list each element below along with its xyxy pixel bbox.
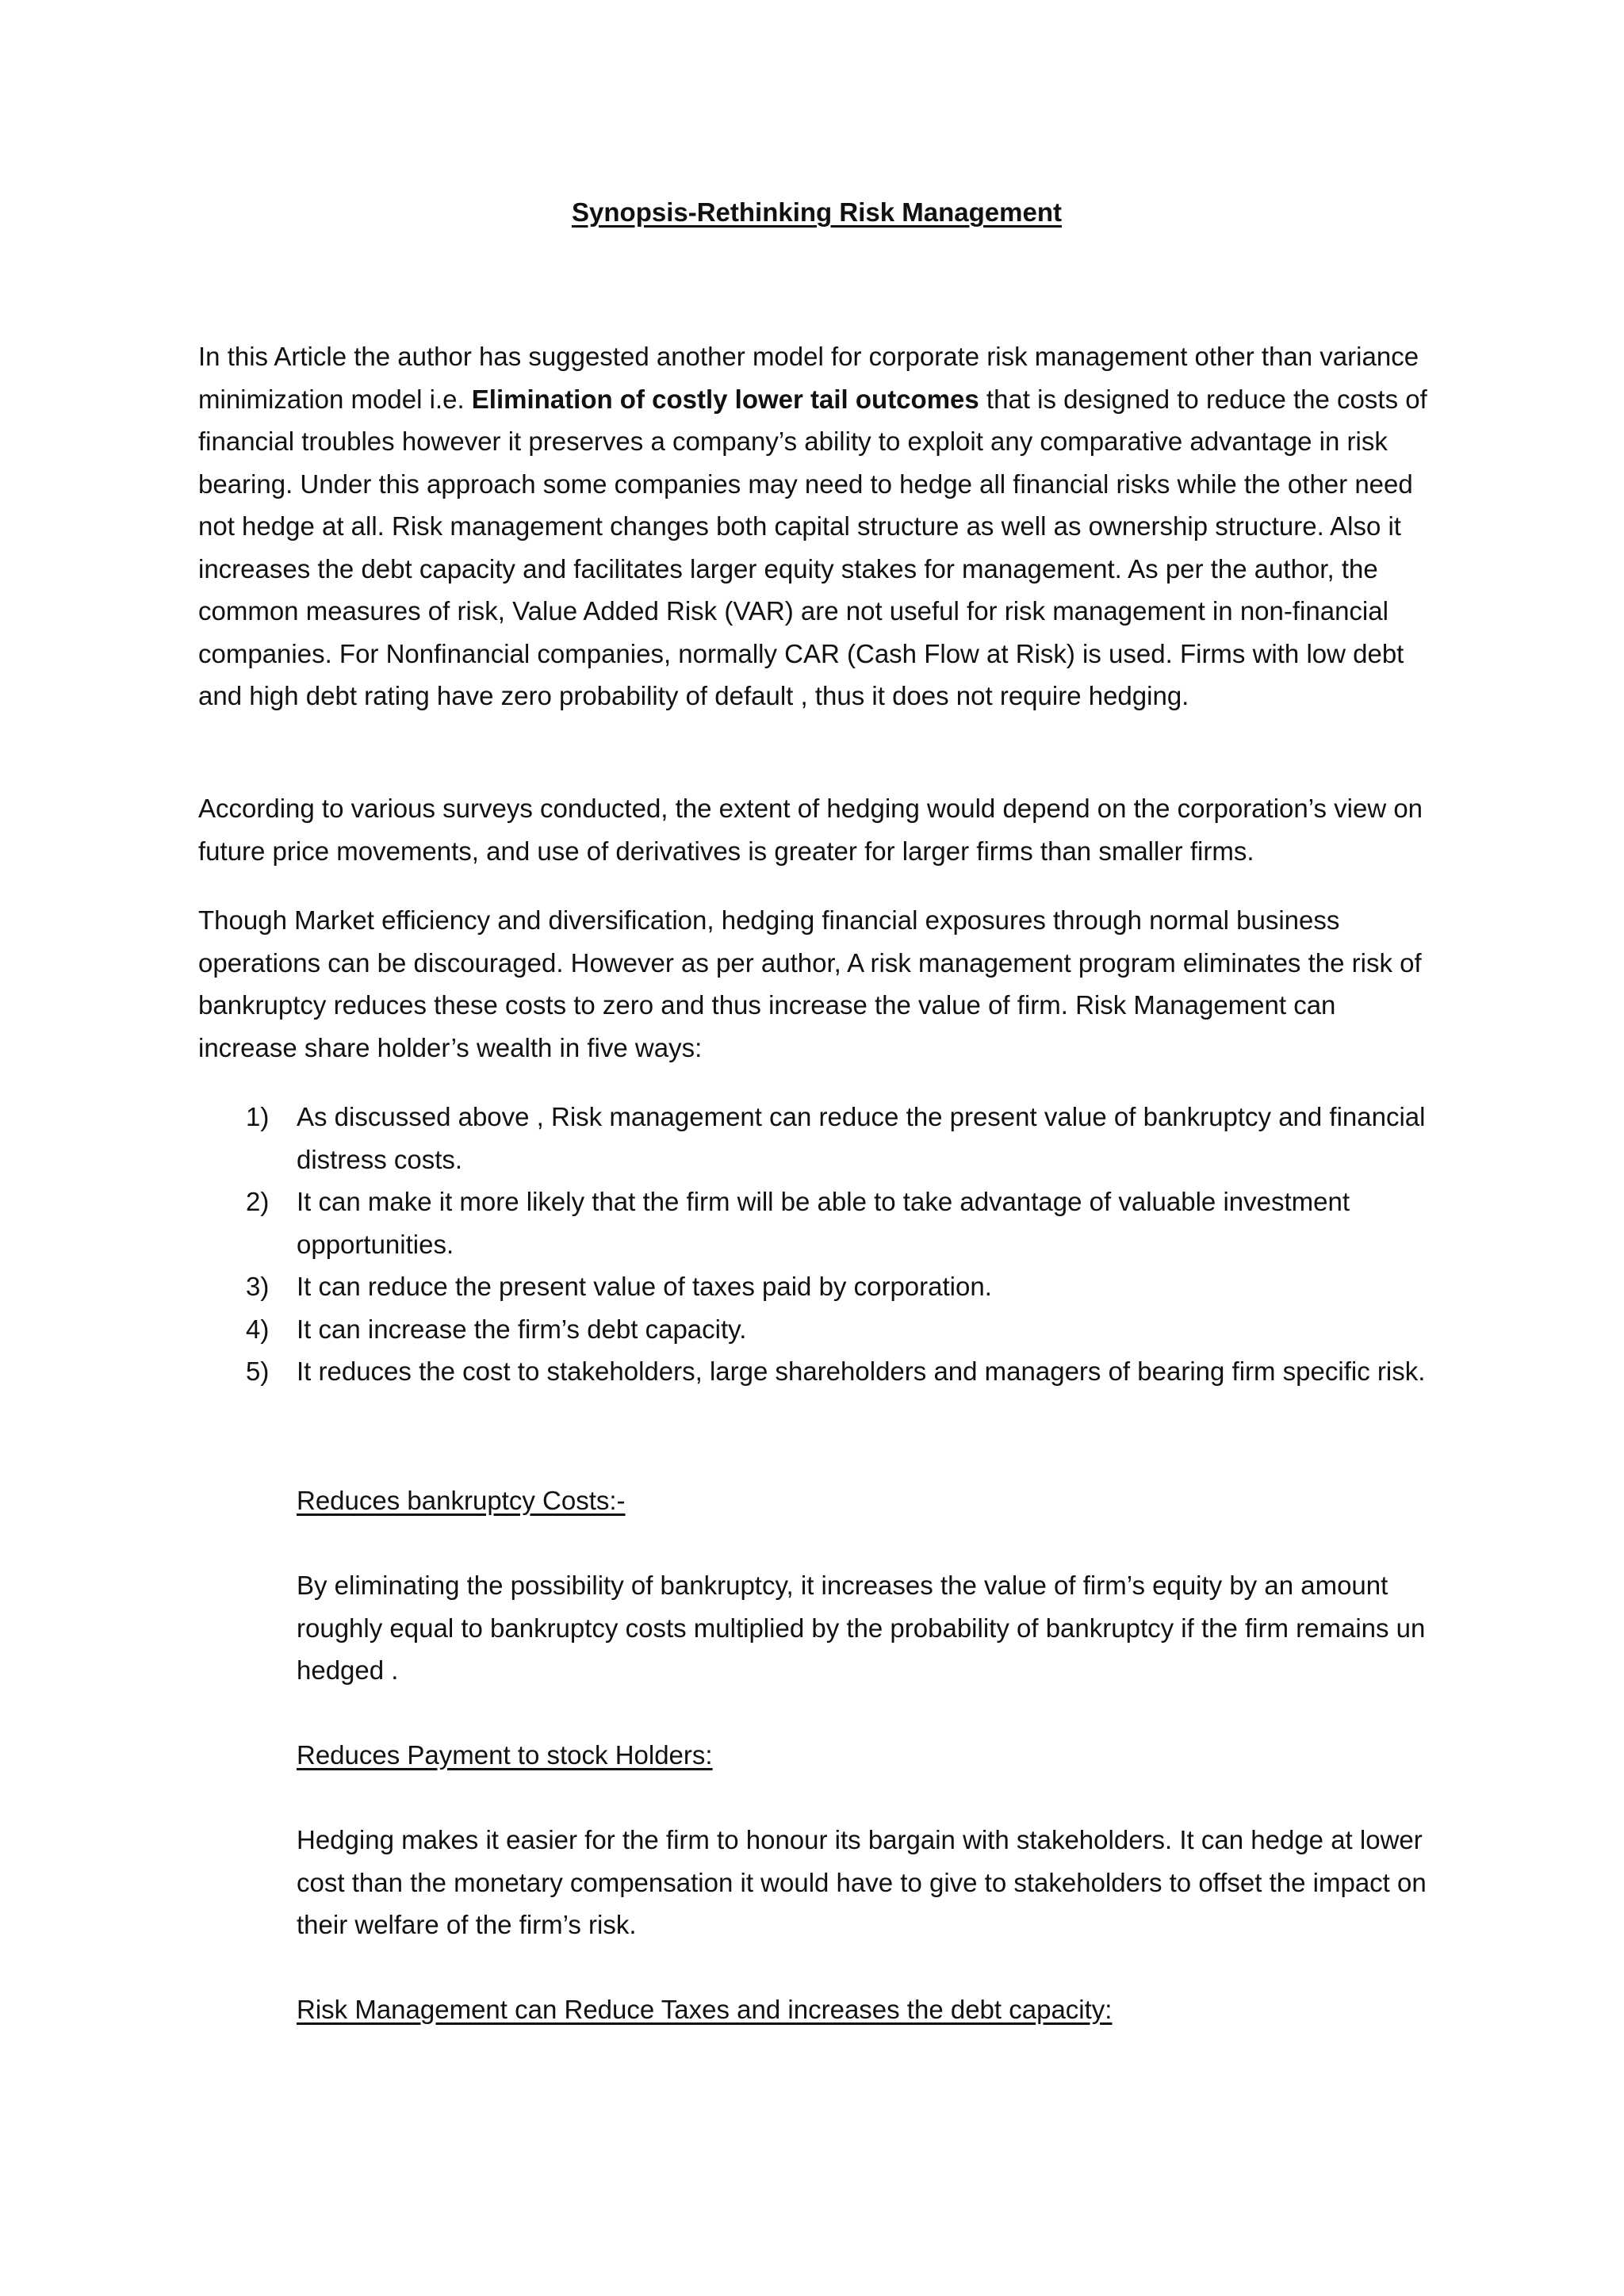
list-item-text: It can increase the firm’s debt capacity. — [297, 1314, 747, 1344]
taxes-debt-capacity-heading: Risk Management can Reduce Taxes and increases the debt capacity: — [297, 1995, 1113, 2024]
bankruptcy-costs-paragraph: By eliminating the possibility of bankruptcy, it increases the value of firm’s equity by an amount roughly equal to bankruptcy costs multiplied by the probability of bankruptcy if the firm remains un hedged . — [297, 1571, 1426, 1685]
list-item-number: 5) — [246, 1357, 270, 1386]
intro-bold-phrase: Elimination of costly lower tail outcomes — [471, 384, 979, 414]
list-item-number: 4) — [246, 1314, 270, 1344]
market-efficiency-paragraph: Though Market efficiency and diversification, hedging financial exposures through normal business operations can be discouraged. However as per author, A risk management program eliminates the risk of bankruptcy reduces these costs to zero and thus increase the value of firm. Risk Management can increase share holder’s wealth in five ways: — [198, 905, 1422, 1062]
list-item-number: 1) — [246, 1102, 270, 1131]
list-item-text: It reduces the cost to stakeholders, large shareholders and managers of bearing firm specific risk. — [297, 1357, 1426, 1386]
intro-text-end: that is designed to reduce the costs of financial troubles however it preserves a company’s ability to exploit any comparative advantage in risk bearing. Under this approach some companies may need to hedge all financial risks while the other need not hedge at all. Risk management changes both capital structure as well as ownership structure. Also it increases the debt capacity and facilitates larger equity stakes for management. As per the author, the common measures of risk, Value Added Risk (VAR) are not useful for risk management in non-financial companies. For Nonfinancial companies, normally CAR (Cash Flow at Risk) is used. Firms with low debt and high debt rating have zero probability of default , thus it does not require hedging. — [198, 384, 1427, 710]
list-item-text: It can make it more likely that the firm will be able to take advantage of valuable investment opportunities. — [297, 1187, 1350, 1259]
list-item — [198, 1308, 1435, 1351]
list-item — [198, 1265, 1435, 1308]
document-title: Synopsis-Rethinking Risk Management — [572, 197, 1062, 227]
intro-text-start: In this Article the author has suggested another model for corporate risk management other than variance minimization model i.e. — [198, 342, 1419, 414]
surveys-paragraph: According to various surveys conducted, the extent of hedging would depend on the corporation’s view on future price movements, and use of derivatives is greater for larger firms than smaller firms. — [198, 794, 1423, 866]
list-item-text: As discussed above , Risk management can reduce the present value of bankruptcy and financial distress costs. — [297, 1102, 1426, 1174]
five-ways-list — [198, 1096, 1435, 1393]
list-item — [198, 1096, 1435, 1181]
list-item — [198, 1181, 1435, 1265]
list-item — [198, 1350, 1435, 1393]
list-item-number: 3) — [246, 1272, 270, 1301]
intro-paragraph — [198, 335, 1435, 718]
list-item-number: 2) — [246, 1187, 270, 1216]
stock-holders-payment-paragraph: Hedging makes it easier for the firm to honour its bargain with stakeholders. It can hedge at lower cost than the monetary compensation it would have to give to stakeholders to offset the impact on their welfare of the firm’s risk. — [297, 1825, 1427, 1939]
list-item-text: It can reduce the present value of taxes paid by corporation. — [297, 1272, 992, 1301]
stock-holders-payment-heading: Reduces Payment to stock Holders: — [297, 1740, 713, 1770]
bankruptcy-costs-heading: Reduces bankruptcy Costs:- — [297, 1486, 626, 1515]
